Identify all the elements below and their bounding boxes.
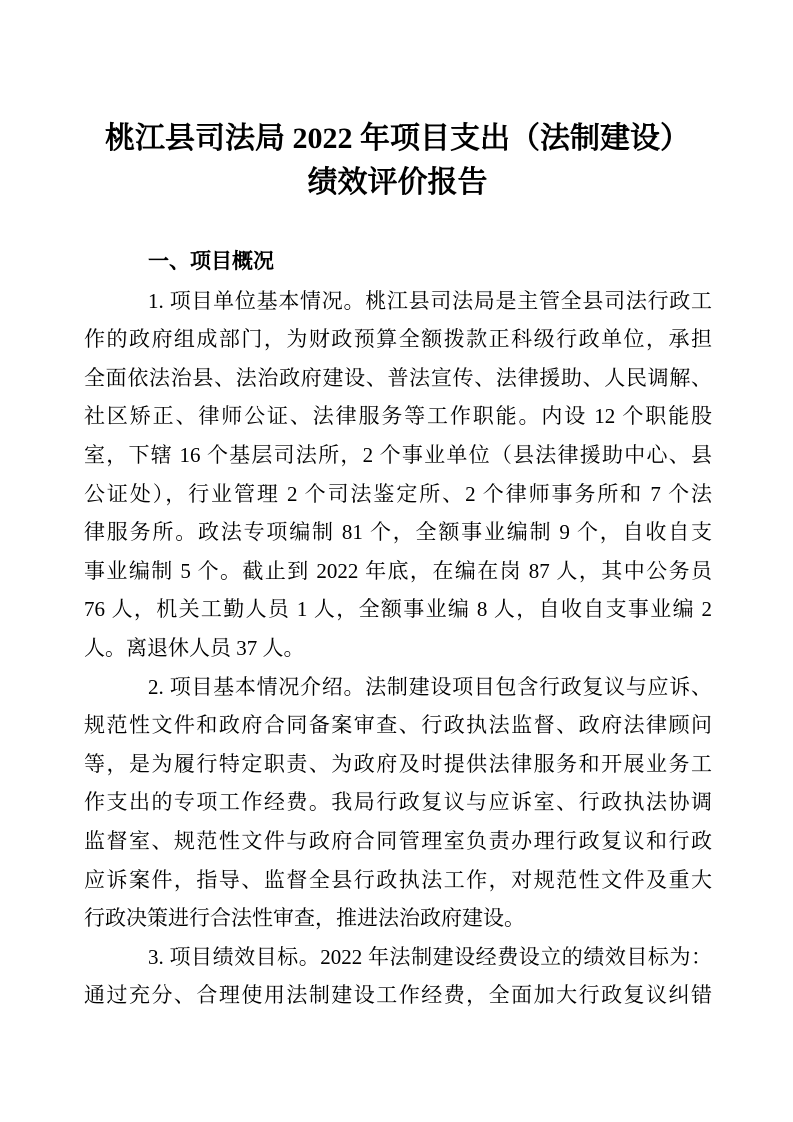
text-line: 行政决策进行合法性审查，推进法治政府建设。	[84, 906, 525, 931]
text-line: 1. 项目单位基本情况。桃江县司法局是主管全县司法行政工	[148, 288, 712, 313]
document-title-line-2: 绩效评价报告	[307, 166, 488, 199]
text-line: 全面依法治县、法治政府建设、普法宣传、法律援助、人民调解、	[84, 365, 712, 390]
text-line: 社区矫正、律师公证、法律服务等工作职能。内设 12 个职能股	[84, 404, 712, 429]
document-title-line-1: 桃江县司法局 2022 年项目支出（法制建设）	[105, 122, 690, 155]
paragraph	[84, 668, 712, 938]
section-heading: 一、项目概况	[148, 250, 274, 273]
document-title	[84, 117, 711, 205]
text-line: 人。离退休人员 37 人。	[84, 635, 305, 660]
text-line: 事业编制 5 个。截止到 2022 年底，在编在岗 87 人，其中公务员	[84, 558, 712, 583]
text-line: 公证处），行业管理 2 个司法鉴定所、2 个律师事务所和 7 个法	[84, 481, 712, 506]
text-line: 室，下辖 16 个基层司法所，2 个事业单位（县法律援助中心、县	[84, 442, 712, 467]
text-line: 应诉案件，指导、监督全县行政执法工作，对规范性文件及重大	[84, 867, 712, 892]
text-line: 作的政府组成部门，为财政预算全额拨款正科级行政单位，承担	[84, 327, 712, 352]
paragraph	[84, 282, 712, 668]
text-line: 监督室、规范性文件与政府合同管理室负责办理行政复议和行政	[84, 828, 712, 853]
text-line: 通过充分、合理使用法制建设工作经费，全面加大行政复议纠错	[84, 983, 712, 1008]
text-line: 3. 项目绩效目标。2022 年法制建设经费设立的绩效目标为：	[148, 944, 712, 969]
document-body	[84, 243, 712, 1015]
text-line: 规范性文件和政府合同备案审查、行政执法监督、政府法律顾问	[84, 713, 712, 738]
text-line: 律服务所。政法专项编制 81 个，全额事业编制 9 个，自收自支	[84, 520, 712, 545]
text-line: 等，是为履行特定职责、为政府及时提供法律服务和开展业务工	[84, 751, 712, 776]
paragraph	[84, 938, 712, 1015]
text-line: 76 人，机关工勤人员 1 人，全额事业编 8 人，自收自支事业编 2	[84, 597, 712, 622]
text-line: 2. 项目基本情况介绍。法制建设项目包含行政复议与应诉、	[148, 674, 712, 699]
text-line: 作支出的专项工作经费。我局行政复议与应诉室、行政执法协调	[84, 790, 712, 815]
